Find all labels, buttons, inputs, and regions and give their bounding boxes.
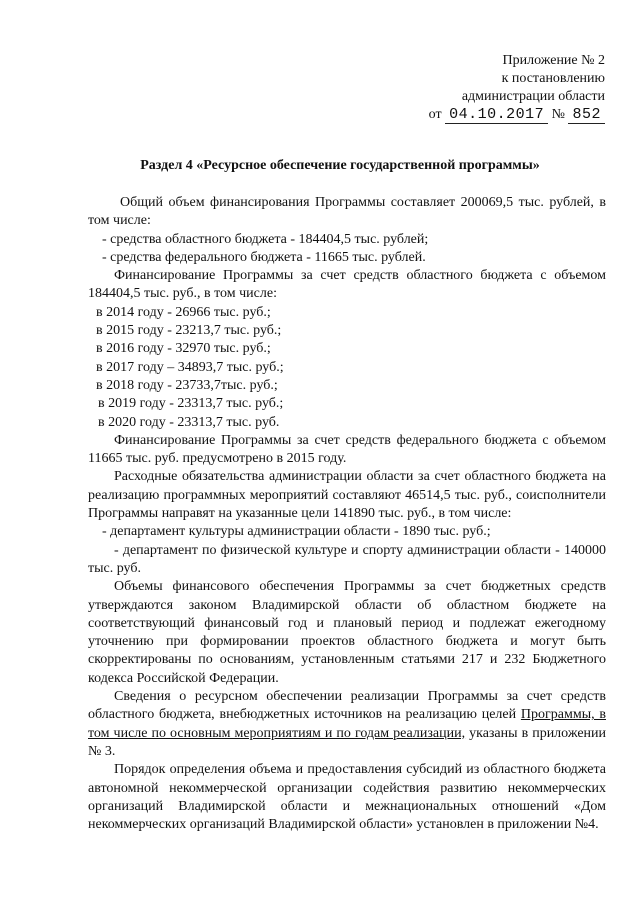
year-2018: в 2018 году - 23733,7тыс. руб.; xyxy=(96,377,278,393)
paragraph-federal-funding: Финансирование Программы за счет средств федерального бюджета с объемом 11665 тыс. руб. предусмотрено в 2015 году. xyxy=(88,432,606,467)
document-body xyxy=(88,194,606,834)
paragraph-resource-info xyxy=(88,688,606,761)
appendix-dateline xyxy=(385,106,605,124)
number-label: № xyxy=(551,107,565,122)
resource-info-underlined: Программы, в том числе по основным мероприятиям и по годам реализации, xyxy=(88,707,606,741)
appendix-header xyxy=(385,52,605,124)
appendix-line-1: Приложение № 2 xyxy=(502,53,605,68)
year-2017: в 2017 году – 34893,7 тыс. руб.; xyxy=(96,359,284,375)
list-item-sport-dept: - департамент по физической культуре и спорту администрации области - 140000 тыс. руб. xyxy=(88,542,606,576)
year-2020: в 2020 году - 23313,7 тыс. руб. xyxy=(98,414,280,430)
appendix-line-2: к постановлению xyxy=(501,71,605,86)
year-2014: в 2014 году - 26966 тыс. руб.; xyxy=(96,304,271,320)
year-list xyxy=(88,304,606,432)
resource-info-end: указаны в приложении № 3. xyxy=(88,725,607,759)
paragraph-budget-volumes: Объемы финансового обеспечения Программы за счет бюджетных средств утверждаются законом Владимирской области об областном бюджете на соответствующий финансовый год и плановый период и подлежат ежегодному уточнению при формировании проектов областного бюджета и могут быть скорректированы по основаниям, установленным статьями 217 и 232 Бюджетного кодекса Российской Федерации. xyxy=(88,579,606,686)
list-item-regional-budget: - средства областного бюджета - 184404,5 тыс. рублей; xyxy=(102,231,429,247)
year-2015: в 2015 году - 23213,7 тыс. руб.; xyxy=(96,323,282,339)
paragraph-total-funding: Общий объем финансирования Программы составляет 200069,5 тыс. рублей, в том числе: xyxy=(88,195,606,229)
paragraph-obligations: Расходные обязательства администрации области за счет областного бюджета на реализацию программных мероприятий составляют 46514,5 тыс. руб., соисполнители Программы направят на указанные цели 141890 тыс. руб., в том числе: xyxy=(88,469,606,522)
resource-info-start: Сведения о ресурсном обеспечении реализации Программы за счет средств областного бюджета, внебюджетных источников на реализацию целей xyxy=(88,689,606,723)
list-item-culture-dept: - департамент культуры администрации области - 1890 тыс. руб.; xyxy=(102,524,491,540)
date-prefix: от xyxy=(428,107,442,122)
paragraph-regional-funding: Финансирование Программы за счет средств областного бюджета с объемом 184404,5 тыс. руб., в том числе: xyxy=(88,268,606,302)
list-item-federal-budget: - средства федерального бюджета - 11665 тыс. рублей. xyxy=(102,249,426,265)
decree-date: 04.10.2017 xyxy=(445,106,548,124)
decree-number: 852 xyxy=(568,106,605,124)
year-2016: в 2016 году - 32970 тыс. руб.; xyxy=(96,341,271,357)
section-title: Раздел 4 «Ресурсное обеспечение государственной программы» xyxy=(140,158,540,173)
year-2019: в 2019 году - 23313,7 тыс. руб.; xyxy=(98,396,284,412)
paragraph-subsidies: Порядок определения объема и предоставления субсидий из областного бюджета автономной некоммерческой организации содействия развитию некоммерческих организаций Владимирской области и межнациональных отношений «Дом некоммерческих организаций Владимирской области» установлен в приложении №4. xyxy=(88,762,606,833)
appendix-line-3: администрации области xyxy=(461,89,605,104)
